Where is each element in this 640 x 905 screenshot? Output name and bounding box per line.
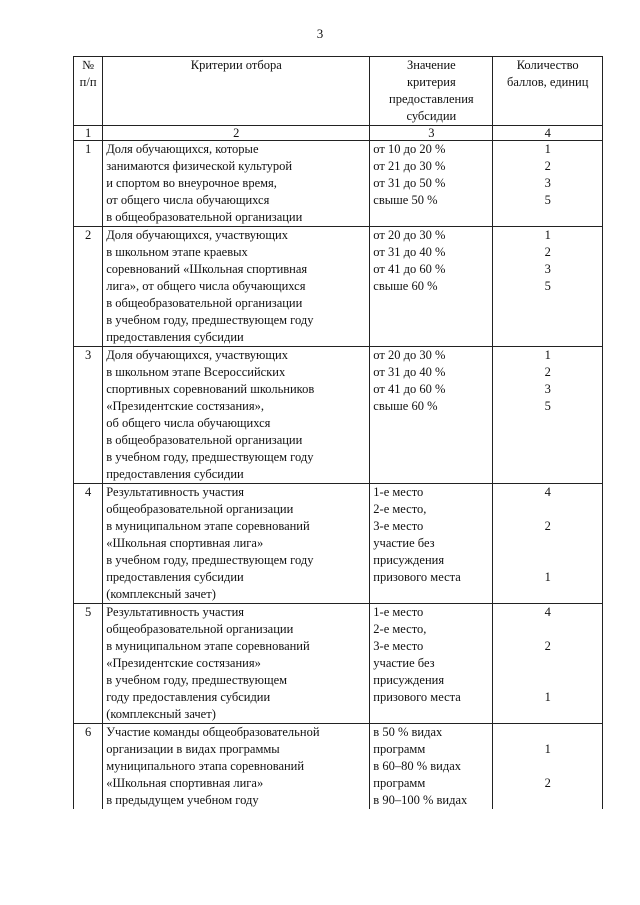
points-line: 1	[544, 690, 551, 704]
column-number: 1	[74, 126, 103, 141]
points-line: 1	[544, 142, 551, 156]
criteria-line: предоставления субсидии	[106, 330, 244, 344]
page-number: 3	[316, 26, 324, 41]
criteria-line: «Школьная спортивная лига»	[106, 536, 264, 550]
points-cell	[493, 604, 603, 724]
value-line: программ	[373, 776, 426, 790]
points-cell	[493, 227, 603, 347]
points-line: 2	[544, 159, 551, 173]
value-line: от 10 до 20 %	[373, 142, 446, 156]
value-line: 2-е место,	[373, 622, 427, 636]
criteria-line: лига», от общего числа обучающихся	[106, 279, 306, 293]
value-line: 3-е место	[373, 519, 424, 533]
row-number: 3	[74, 347, 103, 484]
criteria-line: «Президентские состязания»,	[106, 399, 264, 413]
criteria-line: в общеобразовательной организации	[106, 210, 303, 224]
points-line: 2	[544, 776, 551, 790]
value-line: 1-е место	[373, 605, 424, 619]
criteria-line: организации в видах программы	[106, 742, 280, 756]
value-line: в 60–80 % видах	[373, 759, 461, 773]
points-line: 1	[544, 742, 551, 756]
value-line: от 20 до 30 %	[373, 348, 446, 362]
value-line: в 50 % видах	[373, 725, 443, 739]
header-line: №	[82, 58, 95, 72]
table-row	[74, 347, 603, 484]
value-line: от 21 до 30 %	[373, 159, 446, 173]
header-line: субсидии	[406, 109, 457, 123]
criteria-line: году предоставления субсидии	[106, 690, 271, 704]
points-line: 3	[544, 176, 551, 190]
row-number: 2	[74, 227, 103, 347]
criteria-line: «Президентские состязания»	[106, 656, 261, 670]
row-number: 4	[74, 484, 103, 604]
criteria-cell	[103, 227, 370, 347]
value-line: свыше 60 %	[373, 399, 438, 413]
header-criteria	[103, 57, 370, 126]
value-line: программ	[373, 742, 426, 756]
criteria-line: в общеобразовательной организации	[106, 296, 303, 310]
criteria-cell	[103, 604, 370, 724]
row-number: 6	[74, 724, 103, 810]
points-line	[496, 672, 599, 689]
criteria-cell	[103, 484, 370, 604]
points-line	[496, 792, 599, 809]
criteria-line: Доля обучающихся, которые	[106, 142, 259, 156]
points-line: 5	[544, 279, 551, 293]
points-cell	[493, 347, 603, 484]
points-line: 1	[544, 570, 551, 584]
table-row	[74, 604, 603, 724]
criteria-cell	[103, 141, 370, 227]
value-line: от 31 до 50 %	[373, 176, 446, 190]
value-cell	[370, 604, 493, 724]
value-line: от 41 до 60 %	[373, 262, 446, 276]
criteria-line: соревнований «Школьная спортивная	[106, 262, 308, 276]
column-number-row	[74, 126, 603, 141]
value-line: призового места	[373, 570, 461, 584]
points-line: 4	[544, 485, 551, 499]
points-line	[496, 535, 599, 552]
criteria-line: спортивных соревнований школьников	[106, 382, 315, 396]
points-line: 2	[544, 365, 551, 379]
value-line: участие без	[373, 536, 435, 550]
header-points	[493, 57, 603, 126]
value-line: призового места	[373, 690, 461, 704]
value-cell	[370, 347, 493, 484]
points-line: 4	[544, 605, 551, 619]
value-cell	[370, 724, 493, 810]
value-line: участие без	[373, 656, 435, 670]
header-line: предоставления	[389, 92, 474, 106]
header-line: критерия	[406, 75, 456, 89]
value-cell	[370, 484, 493, 604]
points-line	[496, 552, 599, 569]
table-header-row	[74, 57, 603, 126]
table-row	[74, 724, 603, 810]
criteria-rows	[74, 141, 603, 810]
header-line: Значение	[406, 58, 456, 72]
value-line: присуждения	[373, 673, 445, 687]
points-line: 1	[544, 348, 551, 362]
criteria-line: предоставления субсидии	[106, 467, 244, 481]
criteria-line: в школьном этапе Всероссийских	[106, 365, 286, 379]
header-line: баллов, единиц	[507, 75, 589, 89]
value-cell	[370, 141, 493, 227]
value-line: присуждения	[373, 553, 445, 567]
value-line: свыше 50 %	[373, 193, 438, 207]
header-line: п/п	[79, 75, 97, 89]
value-line: от 31 до 40 %	[373, 245, 446, 259]
criteria-line: Доля обучающихся, участвующих	[106, 348, 288, 362]
criteria-line: в учебном году, предшествующем году	[106, 450, 314, 464]
table-row	[74, 484, 603, 604]
criteria-cell	[103, 347, 370, 484]
criteria-line: в общеобразовательной организации	[106, 433, 303, 447]
points-line: 1	[544, 228, 551, 242]
column-number: 2	[103, 126, 370, 141]
criteria-line: муниципального этапа соревнований	[106, 759, 305, 773]
row-number: 5	[74, 604, 103, 724]
value-line: от 20 до 30 %	[373, 228, 446, 242]
criteria-line: и спортом во внеурочное время,	[106, 176, 277, 190]
points-line: 2	[544, 519, 551, 533]
criteria-line: (комплексный зачет)	[106, 587, 216, 601]
table-row	[74, 227, 603, 347]
criteria-line: (комплексный зачет)	[106, 707, 216, 721]
points-line	[496, 621, 599, 638]
header-line: Количество	[516, 58, 579, 72]
criteria-line: об общего числа обучающихся	[106, 416, 271, 430]
points-line	[496, 724, 599, 741]
points-cell	[493, 484, 603, 604]
criteria-line: «Школьная спортивная лига»	[106, 776, 264, 790]
criteria-line: общеобразовательной организации	[106, 502, 294, 516]
criteria-line: Участие команды общеобразовательной	[106, 725, 320, 739]
criteria-line: в муниципальном этапе соревнований	[106, 639, 310, 653]
criteria-line: Доля обучающихся, участвующих	[106, 228, 288, 242]
criteria-line: Результативность участия	[106, 485, 245, 499]
criteria-line: в предыдущем учебном году	[106, 793, 259, 807]
row-number: 1	[74, 141, 103, 227]
value-line: от 31 до 40 %	[373, 365, 446, 379]
value-cell	[370, 227, 493, 347]
criteria-line: в школьном этапе краевых	[106, 245, 248, 259]
value-line: 1-е место	[373, 485, 424, 499]
points-line	[496, 758, 599, 775]
points-line: 2	[544, 245, 551, 259]
criteria-table	[73, 56, 603, 809]
value-line: в 90–100 % видах	[373, 793, 468, 807]
criteria-line: Результативность участия	[106, 605, 245, 619]
value-line: 2-е место,	[373, 502, 427, 516]
value-line: от 41 до 60 %	[373, 382, 446, 396]
criteria-line: в учебном году, предшествующем году	[106, 553, 314, 567]
criteria-line: в учебном году, предшествующем	[106, 673, 288, 687]
criteria-line: от общего числа обучающихся	[106, 193, 270, 207]
criteria-line: предоставления субсидии	[106, 570, 244, 584]
points-cell	[493, 141, 603, 227]
column-number: 3	[370, 126, 493, 141]
points-line: 2	[544, 639, 551, 653]
criteria-line: в учебном году, предшествующем году	[106, 313, 314, 327]
value-line: 3-е место	[373, 639, 424, 653]
points-line: 3	[544, 382, 551, 396]
points-line: 3	[544, 262, 551, 276]
criteria-line: в муниципальном этапе соревнований	[106, 519, 310, 533]
points-line	[496, 501, 599, 518]
criteria-cell	[103, 724, 370, 810]
table-row	[74, 141, 603, 227]
value-line: свыше 60 %	[373, 279, 438, 293]
header-line: Критерии отбора	[190, 58, 282, 72]
header-number	[74, 57, 103, 126]
points-line	[496, 655, 599, 672]
header-value	[370, 57, 493, 126]
column-number: 4	[493, 126, 603, 141]
criteria-line: общеобразовательной организации	[106, 622, 294, 636]
criteria-line: занимаются физической культурой	[106, 159, 293, 173]
points-cell	[493, 724, 603, 810]
points-line: 5	[544, 193, 551, 207]
points-line: 5	[544, 399, 551, 413]
